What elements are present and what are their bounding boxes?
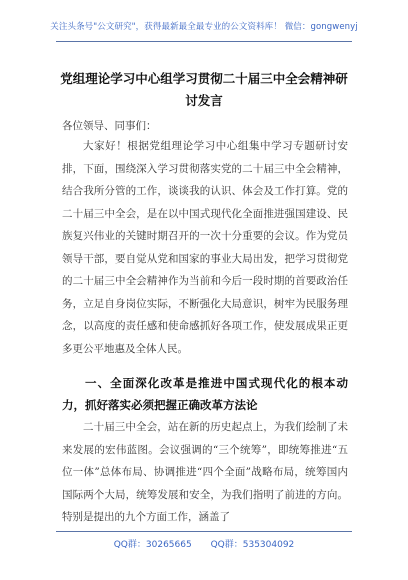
footer-qq-group-2: QQ群：535304092 bbox=[210, 540, 295, 550]
footer bbox=[0, 537, 408, 550]
salutation: 各位领导、同事们： bbox=[62, 120, 157, 132]
document-title: 党组理论学习中心组学习贯彻二十届三中全会精神研讨发言 bbox=[60, 71, 348, 108]
paragraph-section-1: 二十届三中全会，站在新的历史起点上，为我们绘制了未来发展的宏伟蓝图。会议强调的“三个统筹”，即统筹推进“五位一体”总体布局、协调推进“四个全面”战略布局，统筹国内国际两个大局，统筹发展和安全，为我们指明了前进的方向。特别是提出的九个方面工作，涵盖了 bbox=[62, 421, 348, 523]
footer-qq-group-1: QQ群：30265665 bbox=[113, 540, 192, 550]
paragraph-intro: 大家好！根据党组理论学习中心组集中学习专题研讨安排，下面，围绕深入学习贯彻落实党的二十届三中全会精神，结合我所分管的工作，谈谈我的认识、体会及工作打算。党的二十届三中全会，是在以中国式现代化全面推进强国建设、民族复兴伟业的关键时期召开的一次十分重要的会议。作为党员领导干部，要自觉从党和国家的事业大局出发，把学习贯彻党的二十届三中全会精神作为当前和今后一段时期的首要政治任务，立足自身岗位实际，不断强化大局意识，树牢为民服务理念，以高度的责任感和使命感抓好各项工作，使发展成果正更多更公平地惠及全体人民。 bbox=[62, 140, 348, 355]
footer-divider bbox=[56, 531, 352, 532]
section-heading-1: 一、全面深化改革是推进中国式现代化的根本动力，抓好落实必须把握正确改革方法论 bbox=[62, 376, 348, 412]
header-promo-text: 关注头条号"公文研究"，获得最新最全最专业的公文资料库！ 微信：gongwenyj bbox=[50, 22, 358, 32]
header-divider bbox=[56, 41, 352, 42]
